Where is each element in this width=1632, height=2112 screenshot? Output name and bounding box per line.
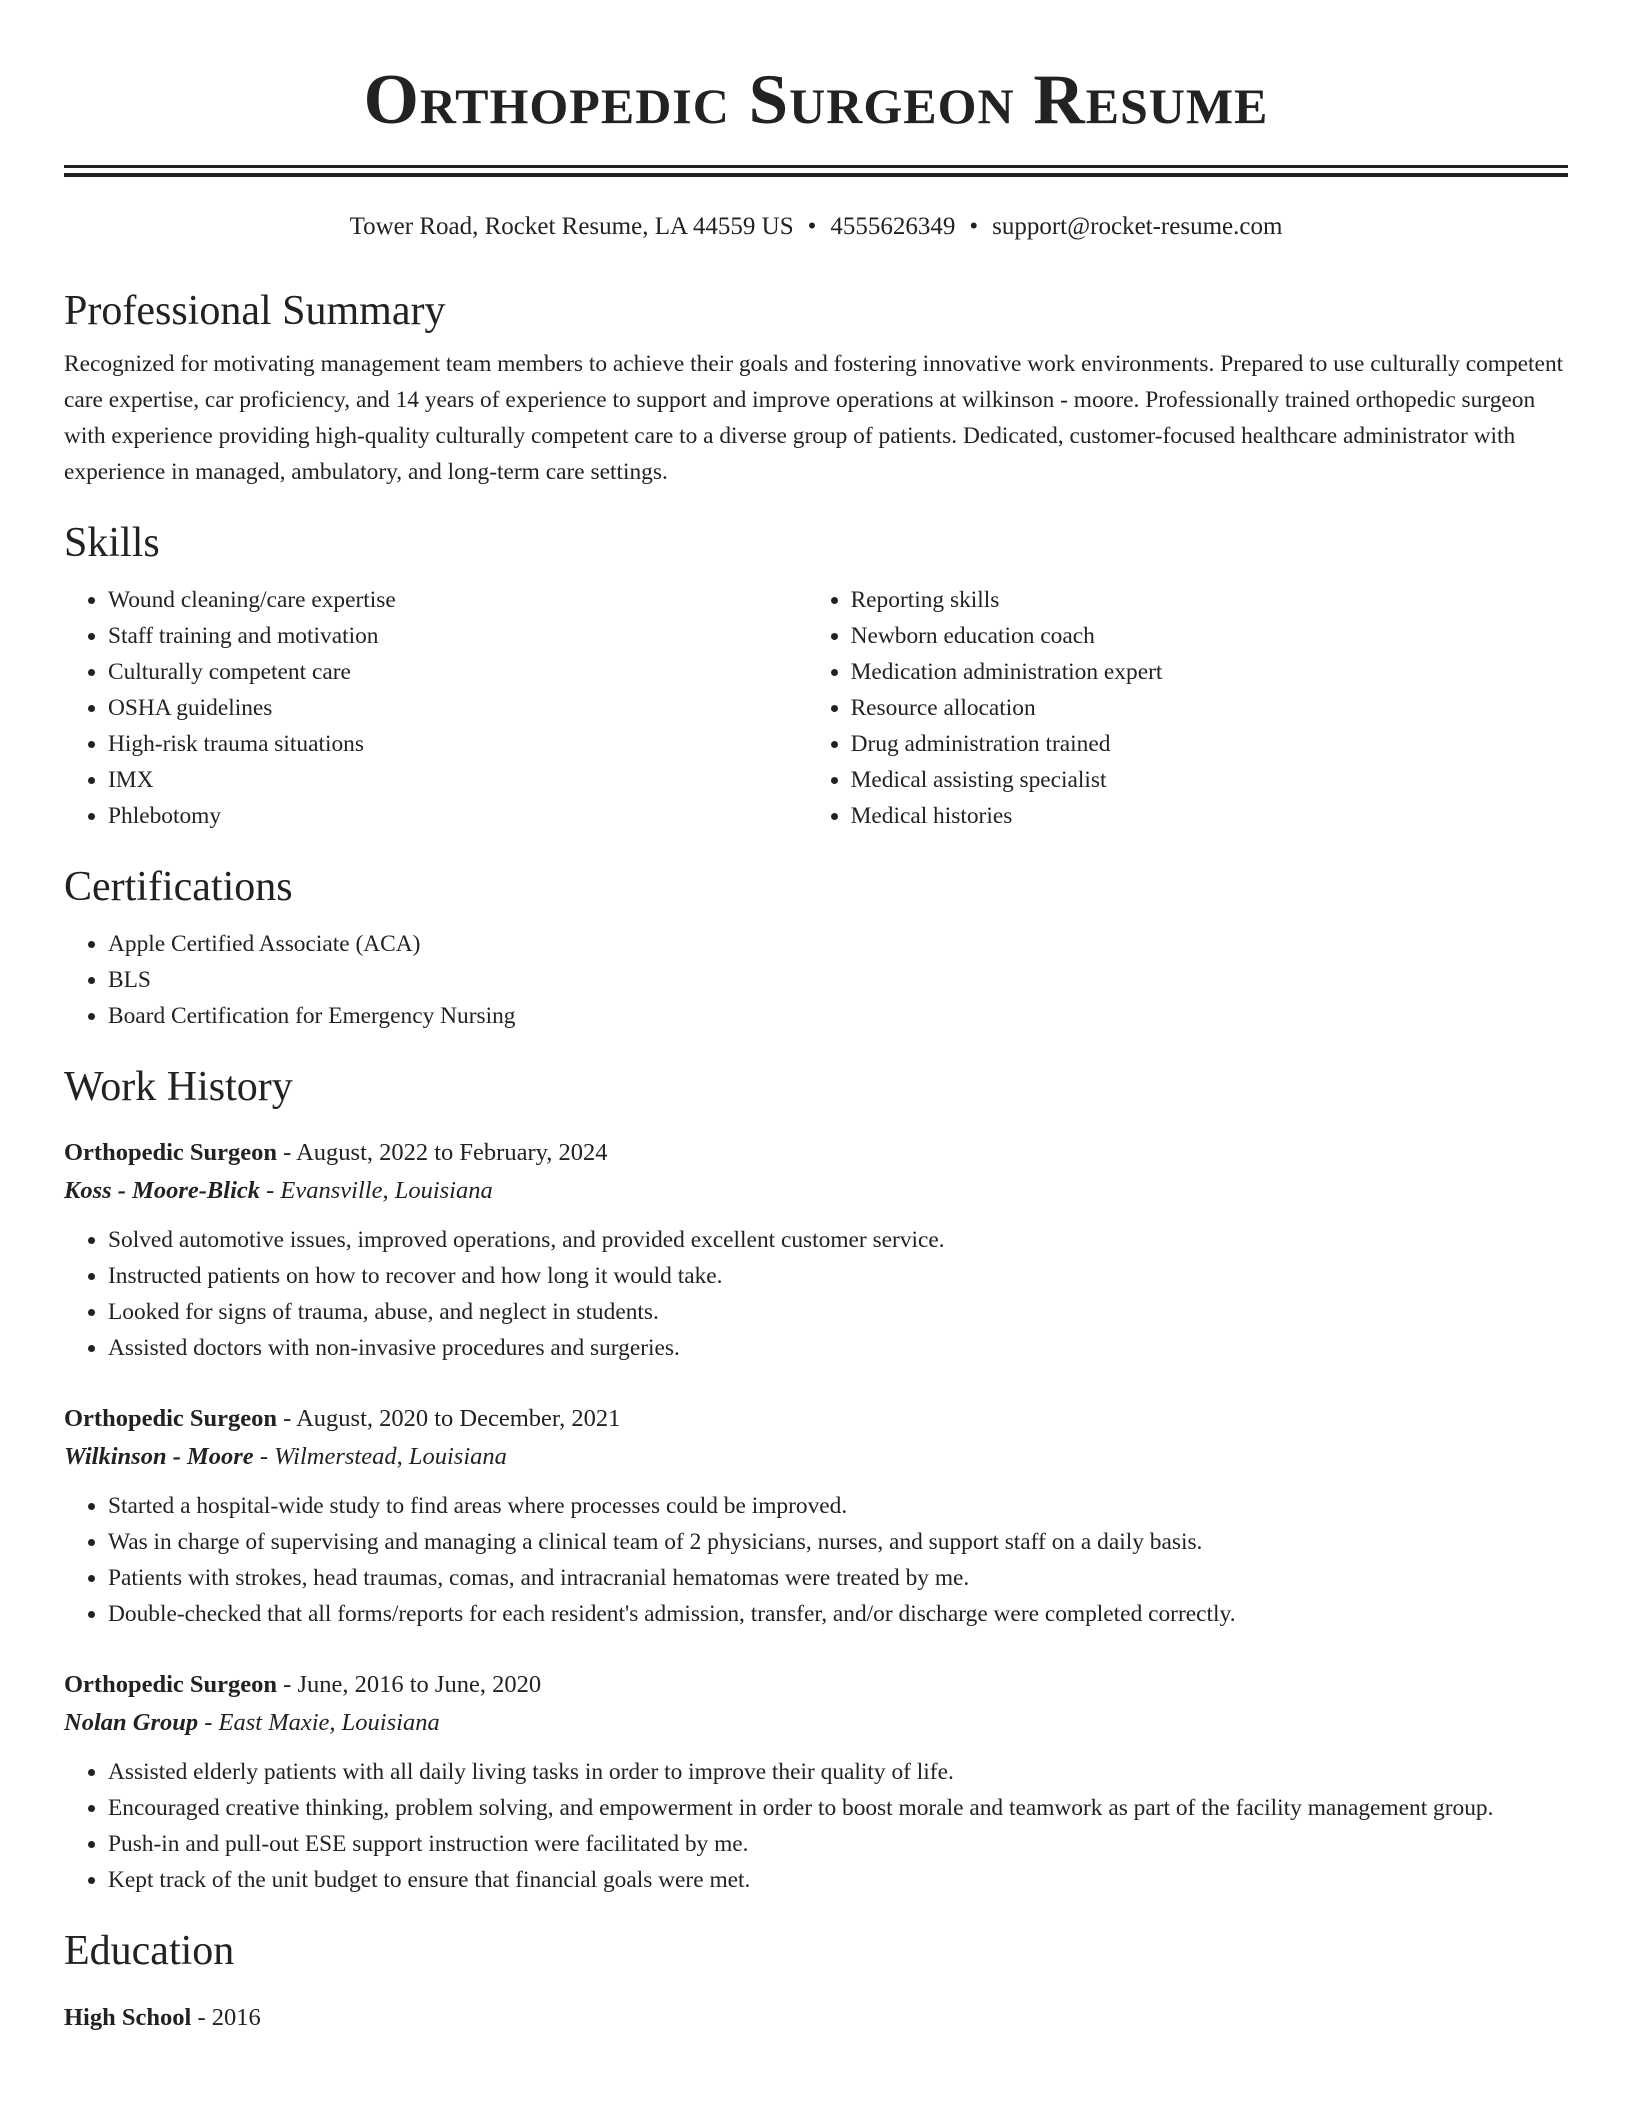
job-company: Koss - Moore-Blick <box>64 1177 260 1204</box>
list-item: • Assisted doctors with non-invasive procedures and surgeries. <box>108 1330 1568 1366</box>
title-divider <box>64 165 1568 177</box>
list-item: • OSHA guidelines <box>108 690 807 726</box>
list-item: • Patients with strokes, head traumas, comas, and intracranial hematomas were treated by me. <box>108 1560 1568 1596</box>
work-history-list <box>64 1134 1568 1898</box>
summary-heading: Professional Summary <box>64 288 446 334</box>
list-item: • Resource allocation <box>851 690 1568 726</box>
job-bullets <box>64 1488 1568 1632</box>
job-dates: August, 2022 to February, 2024 <box>296 1139 608 1166</box>
list-item: • Instructed patients on how to recover and how long it would take. <box>108 1258 1568 1294</box>
job-role: Orthopedic Surgeon <box>64 1405 278 1432</box>
list-item: • Culturally competent care <box>108 654 807 690</box>
list-item: • Newborn education coach <box>851 618 1568 654</box>
list-item: • Push-in and pull-out ESE support instruction were facilitated by me. <box>108 1826 1568 1862</box>
education-year: 2016 <box>211 2004 261 2031</box>
list-item: • Wound cleaning/care expertise <box>108 582 807 618</box>
job-company-line: Nolan Group - East Maxie, Louisiana <box>64 1709 440 1736</box>
job-entry <box>64 1134 1568 1366</box>
skills-left-column <box>64 582 807 834</box>
list-item: • Reporting skills <box>851 582 1568 618</box>
skills-list <box>64 568 1568 834</box>
list-item: • Assisted elderly patients with all daily living tasks in order to improve their quality of life. <box>108 1754 1568 1790</box>
job-dates: June, 2016 to June, 2020 <box>297 1671 542 1698</box>
contact-separator: • <box>807 213 817 240</box>
job-company-line: Wilkinson - Moore - Wilmerstead, Louisiana <box>64 1443 507 1470</box>
job-bullets <box>64 1754 1568 1898</box>
summary-text: Recognized for motivating management team members to achieve their goals and fostering innovative work environments. Prepared to use culturally competent care expertise, car proficiency, and 14 years of experience to support and improve operations at wilkinson - moore. Professionally trained orthopedic surgeon with experience providing high-quality culturally competent care to a diverse group of patients. Dedicated, customer-focused healthcare administrator with experience in managed, ambulatory, and long-term care settings. <box>64 351 1564 485</box>
job-company: Wilkinson - Moore <box>64 1443 254 1470</box>
contact-line <box>64 210 1568 244</box>
certifications-heading: Certifications <box>64 864 293 910</box>
job-location: East Maxie, Louisiana <box>218 1709 440 1736</box>
list-item: • Apple Certified Associate (ACA) <box>108 926 1568 962</box>
job-role: Orthopedic Surgeon <box>64 1671 278 1698</box>
job-bullets <box>64 1222 1568 1366</box>
list-item: • Medical assisting specialist <box>851 762 1568 798</box>
job-title-line: Orthopedic Surgeon - August, 2020 to December, 2021 <box>64 1405 621 1432</box>
list-item: • Double-checked that all forms/reports for each resident's admission, transfer, and/or discharge were completed correctly. <box>108 1596 1568 1632</box>
list-item: • Phlebotomy <box>108 798 807 834</box>
job-entry <box>64 1666 1568 1898</box>
job-entry <box>64 1400 1568 1632</box>
work-history-heading: Work History <box>64 1064 293 1110</box>
list-item: • Solved automotive issues, improved operations, and provided excellent customer service. <box>108 1222 1568 1258</box>
job-dates: August, 2020 to December, 2021 <box>296 1405 621 1432</box>
job-title-line: Orthopedic Surgeon - June, 2016 to June, 2020 <box>64 1671 542 1698</box>
list-item: • High-risk trauma situations <box>108 726 807 762</box>
job-title-line: Orthopedic Surgeon - August, 2022 to February, 2024 <box>64 1139 608 1166</box>
job-location: Wilmerstead, Louisiana <box>274 1443 507 1470</box>
certifications-list <box>64 926 1568 1034</box>
list-item: • Looked for signs of trauma, abuse, and neglect in students. <box>108 1294 1568 1330</box>
list-item: • Board Certification for Emergency Nursing <box>108 998 1568 1034</box>
list-item: • Encouraged creative thinking, problem solving, and empowerment in order to boost morale and teamwork as part of the facility management group. <box>108 1790 1568 1826</box>
job-company-line: Koss - Moore-Blick - Evansville, Louisiana <box>64 1177 493 1204</box>
list-item: • Medical histories <box>851 798 1568 834</box>
job-company: Nolan Group <box>64 1709 199 1736</box>
job-role: Orthopedic Surgeon <box>64 1139 278 1166</box>
list-item: • Staff training and motivation <box>108 618 807 654</box>
education-entry: High School - 2016 <box>64 2004 261 2031</box>
skills-right-column <box>807 582 1568 834</box>
list-item: • BLS <box>108 962 1568 998</box>
list-item: • Medication administration expert <box>851 654 1568 690</box>
education-degree: High School <box>64 2004 192 2031</box>
contact-phone: 4555626349 <box>830 213 956 240</box>
list-item: • Started a hospital-wide study to find areas where processes could be improved. <box>108 1488 1568 1524</box>
list-item: • IMX <box>108 762 807 798</box>
contact-email: support@rocket-resume.com <box>992 213 1283 240</box>
resume-title: Orthopedic Surgeon Resume <box>363 61 1269 139</box>
list-item: • Kept track of the unit budget to ensure that financial goals were met. <box>108 1862 1568 1898</box>
contact-separator: • <box>969 213 979 240</box>
list-item: • Drug administration trained <box>851 726 1568 762</box>
job-location: Evansville, Louisiana <box>280 1177 493 1204</box>
contact-address: Tower Road, Rocket Resume, LA 44559 US <box>349 213 794 240</box>
skills-heading: Skills <box>64 520 160 566</box>
education-heading: Education <box>64 1928 235 1974</box>
list-item: • Was in charge of supervising and managing a clinical team of 2 physicians, nurses, and support staff on a daily basis. <box>108 1524 1568 1560</box>
